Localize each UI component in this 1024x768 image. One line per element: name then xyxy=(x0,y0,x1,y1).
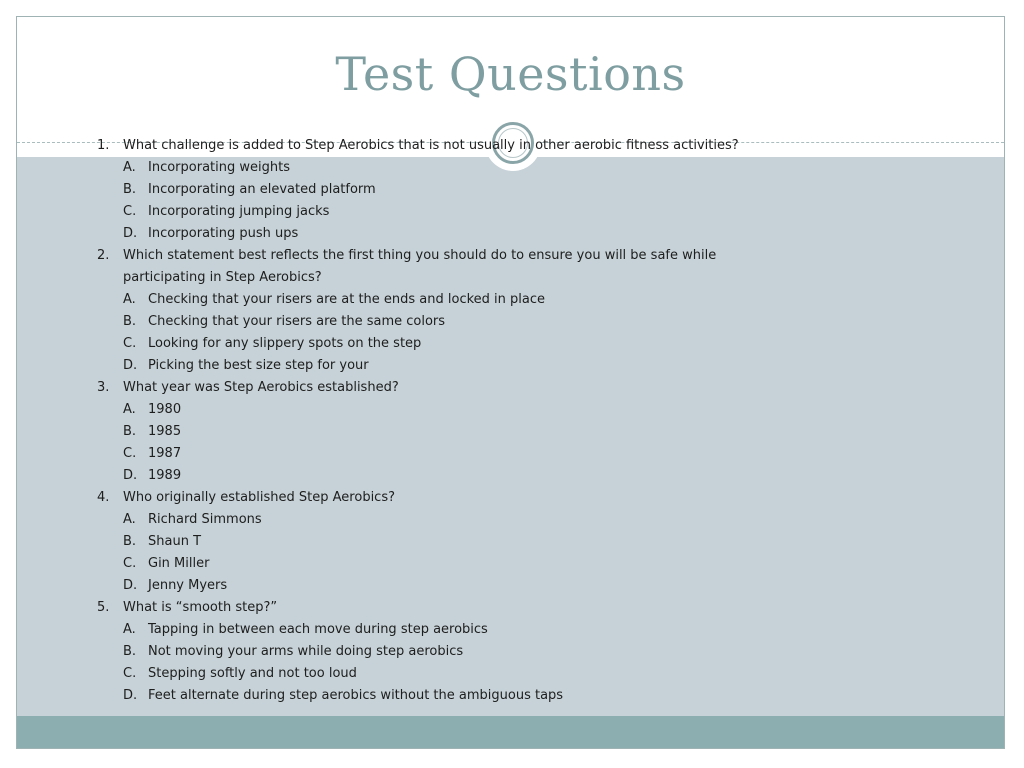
option-text: 1980 xyxy=(148,402,182,417)
option-letter: C. xyxy=(123,446,137,461)
question-number: 4. xyxy=(97,490,110,505)
option-text: 1987 xyxy=(148,446,182,461)
option-letter: B. xyxy=(123,182,137,197)
question-5 xyxy=(97,597,977,619)
option-5b xyxy=(97,641,977,663)
option-letter: A. xyxy=(123,512,136,527)
question-text: What challenge is added to Step Aerobics that is not usually in other aerobic fitness activities? xyxy=(123,138,739,153)
question-text: participating in Step Aerobics? xyxy=(123,270,322,285)
option-text: Checking that your risers are at the ends and locked in place xyxy=(148,292,546,307)
option-letter: D. xyxy=(123,578,138,593)
option-letter: C. xyxy=(123,204,137,219)
option-letter: C. xyxy=(123,336,137,351)
option-4a xyxy=(97,509,977,531)
option-letter: A. xyxy=(123,402,136,417)
option-5c xyxy=(97,663,977,685)
question-2 xyxy=(97,245,977,267)
option-1a xyxy=(97,157,977,179)
question-3 xyxy=(97,377,977,399)
option-letter: A. xyxy=(123,160,136,175)
option-1b xyxy=(97,179,977,201)
question-number: 3. xyxy=(97,380,110,395)
option-1c xyxy=(97,201,977,223)
option-letter: D. xyxy=(123,468,138,483)
option-2c xyxy=(97,333,977,355)
option-text: Incorporating an elevated platform xyxy=(148,182,376,197)
footer-bar xyxy=(17,716,1004,749)
option-4c xyxy=(97,553,977,575)
option-4d xyxy=(97,575,977,597)
option-letter: B. xyxy=(123,644,137,659)
question-4 xyxy=(97,487,977,509)
option-text: Checking that your risers are the same colors xyxy=(148,314,446,329)
option-3b xyxy=(97,421,977,443)
option-text: Jenny Myers xyxy=(148,578,228,593)
question-number: 2. xyxy=(97,248,110,263)
option-text: Picking the best size step for your xyxy=(148,358,369,373)
question-number: 1. xyxy=(97,138,110,153)
option-letter: D. xyxy=(123,226,138,241)
option-2a xyxy=(97,289,977,311)
option-3a xyxy=(97,399,977,421)
option-3d xyxy=(97,465,977,487)
option-text: Looking for any slippery spots on the step xyxy=(148,336,422,351)
option-letter: C. xyxy=(123,556,137,571)
option-text: Not moving your arms while doing step aerobics xyxy=(148,644,464,659)
option-2b xyxy=(97,311,977,333)
option-text: Incorporating weights xyxy=(148,160,290,175)
option-text: Shaun T xyxy=(148,534,202,549)
option-5a xyxy=(97,619,977,641)
question-text: What is “smooth step?” xyxy=(123,600,278,615)
question-2-continued xyxy=(97,267,977,289)
question-text: Which statement best reflects the first thing you should do to ensure you will be safe while xyxy=(123,248,717,263)
option-letter: D. xyxy=(123,688,138,703)
slide-title: Test Questions xyxy=(335,47,686,101)
option-letter: D. xyxy=(123,358,138,373)
option-text: Stepping softly and not too loud xyxy=(148,666,357,681)
option-text: 1989 xyxy=(148,468,182,483)
option-text: 1985 xyxy=(148,424,182,439)
option-letter: B. xyxy=(123,314,137,329)
option-5d xyxy=(97,685,977,707)
question-text: Who originally established Step Aerobics? xyxy=(123,490,396,505)
option-3c xyxy=(97,443,977,465)
option-letter: A. xyxy=(123,622,136,637)
question-number: 5. xyxy=(97,600,110,615)
option-text: Incorporating jumping jacks xyxy=(148,204,330,219)
option-2d xyxy=(97,355,977,377)
option-letter: A. xyxy=(123,292,136,307)
question-1 xyxy=(97,135,977,157)
option-letter: B. xyxy=(123,424,137,439)
option-text: Incorporating push ups xyxy=(148,226,299,241)
option-text: Gin Miller xyxy=(148,556,210,571)
option-letter: C. xyxy=(123,666,137,681)
question-text: What year was Step Aerobics established? xyxy=(123,380,399,395)
question-list xyxy=(97,135,977,707)
option-text: Tapping in between each move during step aerobics xyxy=(148,622,488,637)
option-text: Feet alternate during step aerobics without the ambiguous taps xyxy=(148,688,564,703)
option-letter: B. xyxy=(123,534,137,549)
option-1d xyxy=(97,223,977,245)
option-text: Richard Simmons xyxy=(148,512,262,527)
option-4b xyxy=(97,531,977,553)
